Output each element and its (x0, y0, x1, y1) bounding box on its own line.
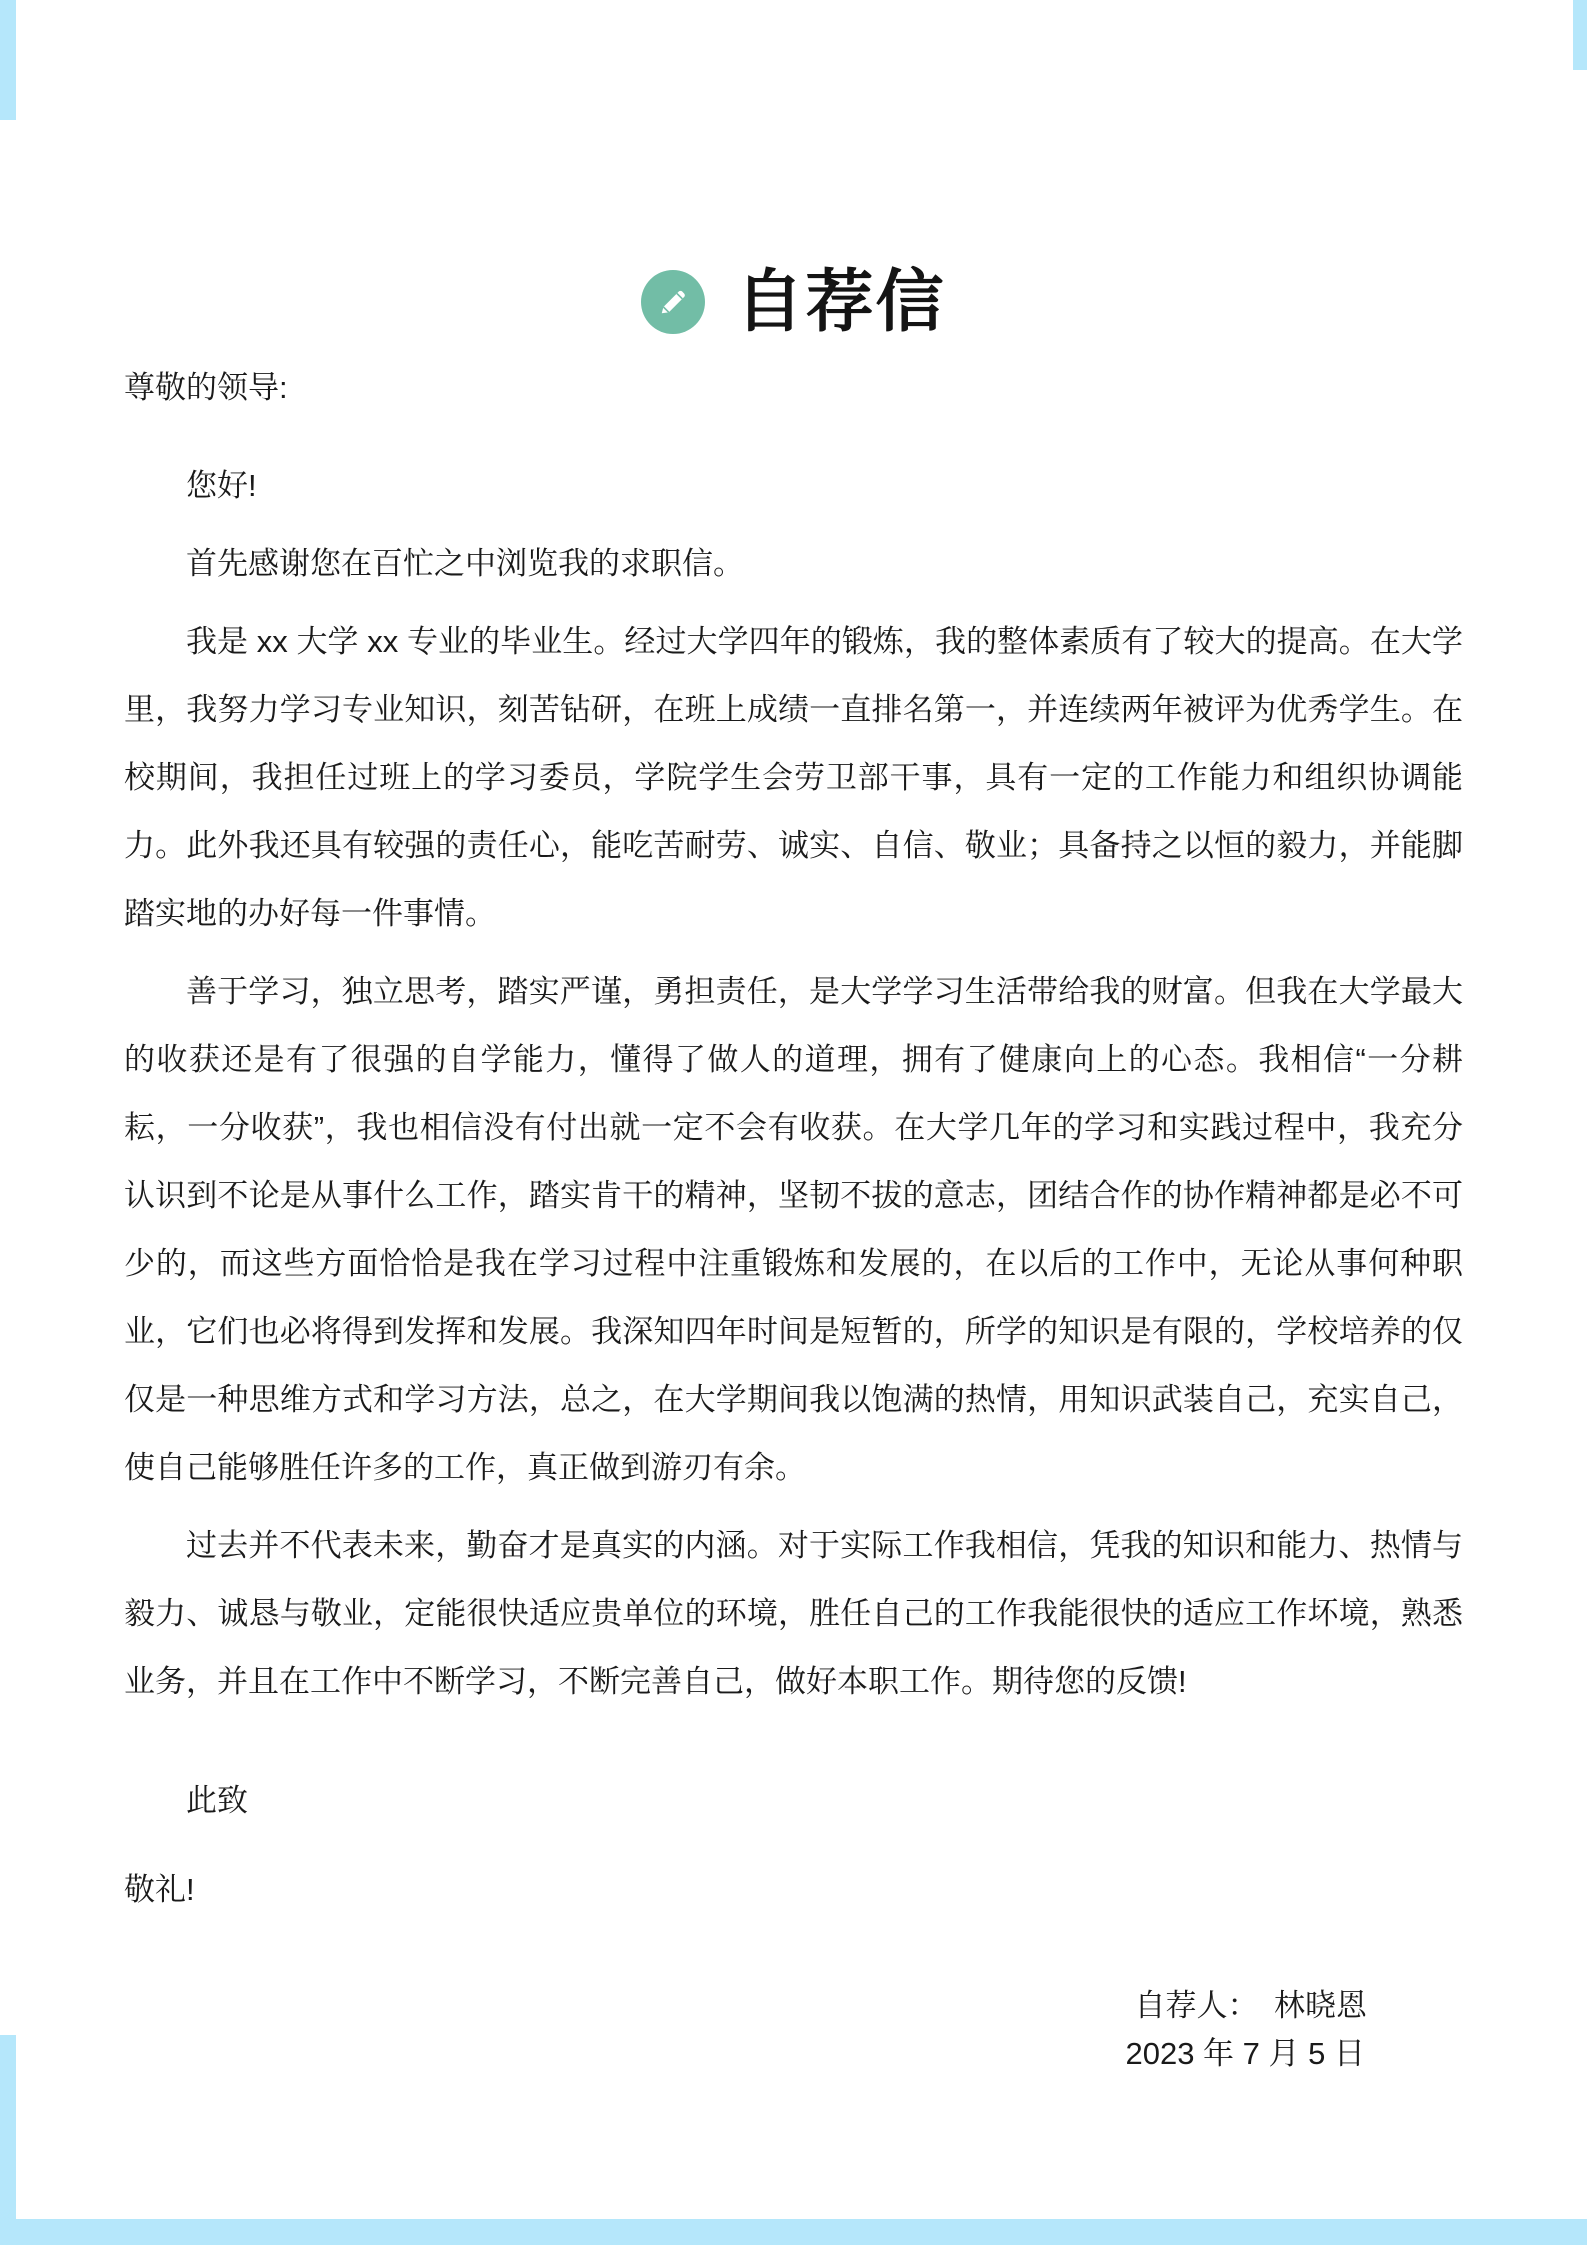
decorative-band-right-top (1573, 0, 1587, 70)
decorative-band-top-left (0, 0, 16, 120)
paragraph-greeting: 您好! (186, 468, 257, 504)
closing-jingli: 敬礼! (124, 1872, 195, 1908)
paragraph-background: 我是 xx 大学 xx 专业的毕业生。经过大学四年的锻炼，我的整体素质有了较大的提高。在大学里，我努力学习专业知识，刻苦钻研，在班上成绩一直排名第一，并连续两年被评为优秀学生。在校期间，我担任过班上的学习委员，学院学生会劳卫部干事，具有一定的工作能力和组织协调能力。此外我还具有较强的责任心，能吃苦耐劳、诚实、自信、敬业；具备持之以恒的毅力，并能脚踏实地的办好每一件事情。 (124, 624, 1463, 932)
decorative-band-left-lower (0, 2035, 16, 2245)
signer-line (124, 1987, 1367, 2026)
closing-block (124, 1782, 1463, 1908)
letter-body (124, 368, 1463, 2074)
paragraph-thanks: 首先感谢您在百忙之中浏览我的求职信。 (186, 546, 744, 582)
page-title: 自荐信 (735, 263, 946, 340)
pencil-icon (641, 270, 705, 334)
signer-label: 自荐人： (1134, 1987, 1243, 2023)
paragraph-learning: 善于学习，独立思考，踏实严谨，勇担责任，是大学学习生活带给我的财富。但我在大学最大的收获还是有了很强的自学能力，懂得了做人的道理，拥有了健康向上的心态。我相信“一分耕耘，一分收获”，我也相信没有付出就一定不会有收获。在大学几年的学习和实践过程中，我充分认识到不论是从事什么工作，踏实肯干的精神，坚韧不拔的意志，团结合作的协作精神都是必不可少的，而这些方面恰恰是我在学习过程中注重锻炼和发展的，在以后的工作中，无论从事何种职业，它们也必将得到发挥和发展。我深知四年时间是短暂的，所学的知识是有限的，学校培养的仅仅是一种思维方式和学习方法，总之，在大学期间我以饱满的热情，用知识武装自己，充实自己，使自己能够胜任许多的工作，真正做到游刃有余。 (124, 974, 1463, 1486)
signature-date: 2023 年 7 月 5 日 (1125, 2036, 1365, 2072)
signature-block (124, 1987, 1463, 2075)
decorative-band-bottom (0, 2219, 1587, 2245)
closing-cizhi: 此致 (186, 1783, 248, 1819)
salutation: 尊敬的领导: (124, 370, 288, 405)
signer-name: 林晓恩 (1274, 1987, 1367, 2023)
paragraph-future: 过去并不代表未来，勤奋才是真实的内涵。对于实际工作我相信，凭我的知识和能力、热情与毅力、诚恳与敬业，定能很快适应贵单位的环境，胜任自己的工作我能很快的适应工作坏境，熟悉业务，并且在工作中不断学习，不断完善自己，做好本职工作。期待您的反馈! (124, 1528, 1463, 1700)
signer-spacer (1243, 1988, 1274, 2023)
document-title-row (0, 222, 1587, 381)
